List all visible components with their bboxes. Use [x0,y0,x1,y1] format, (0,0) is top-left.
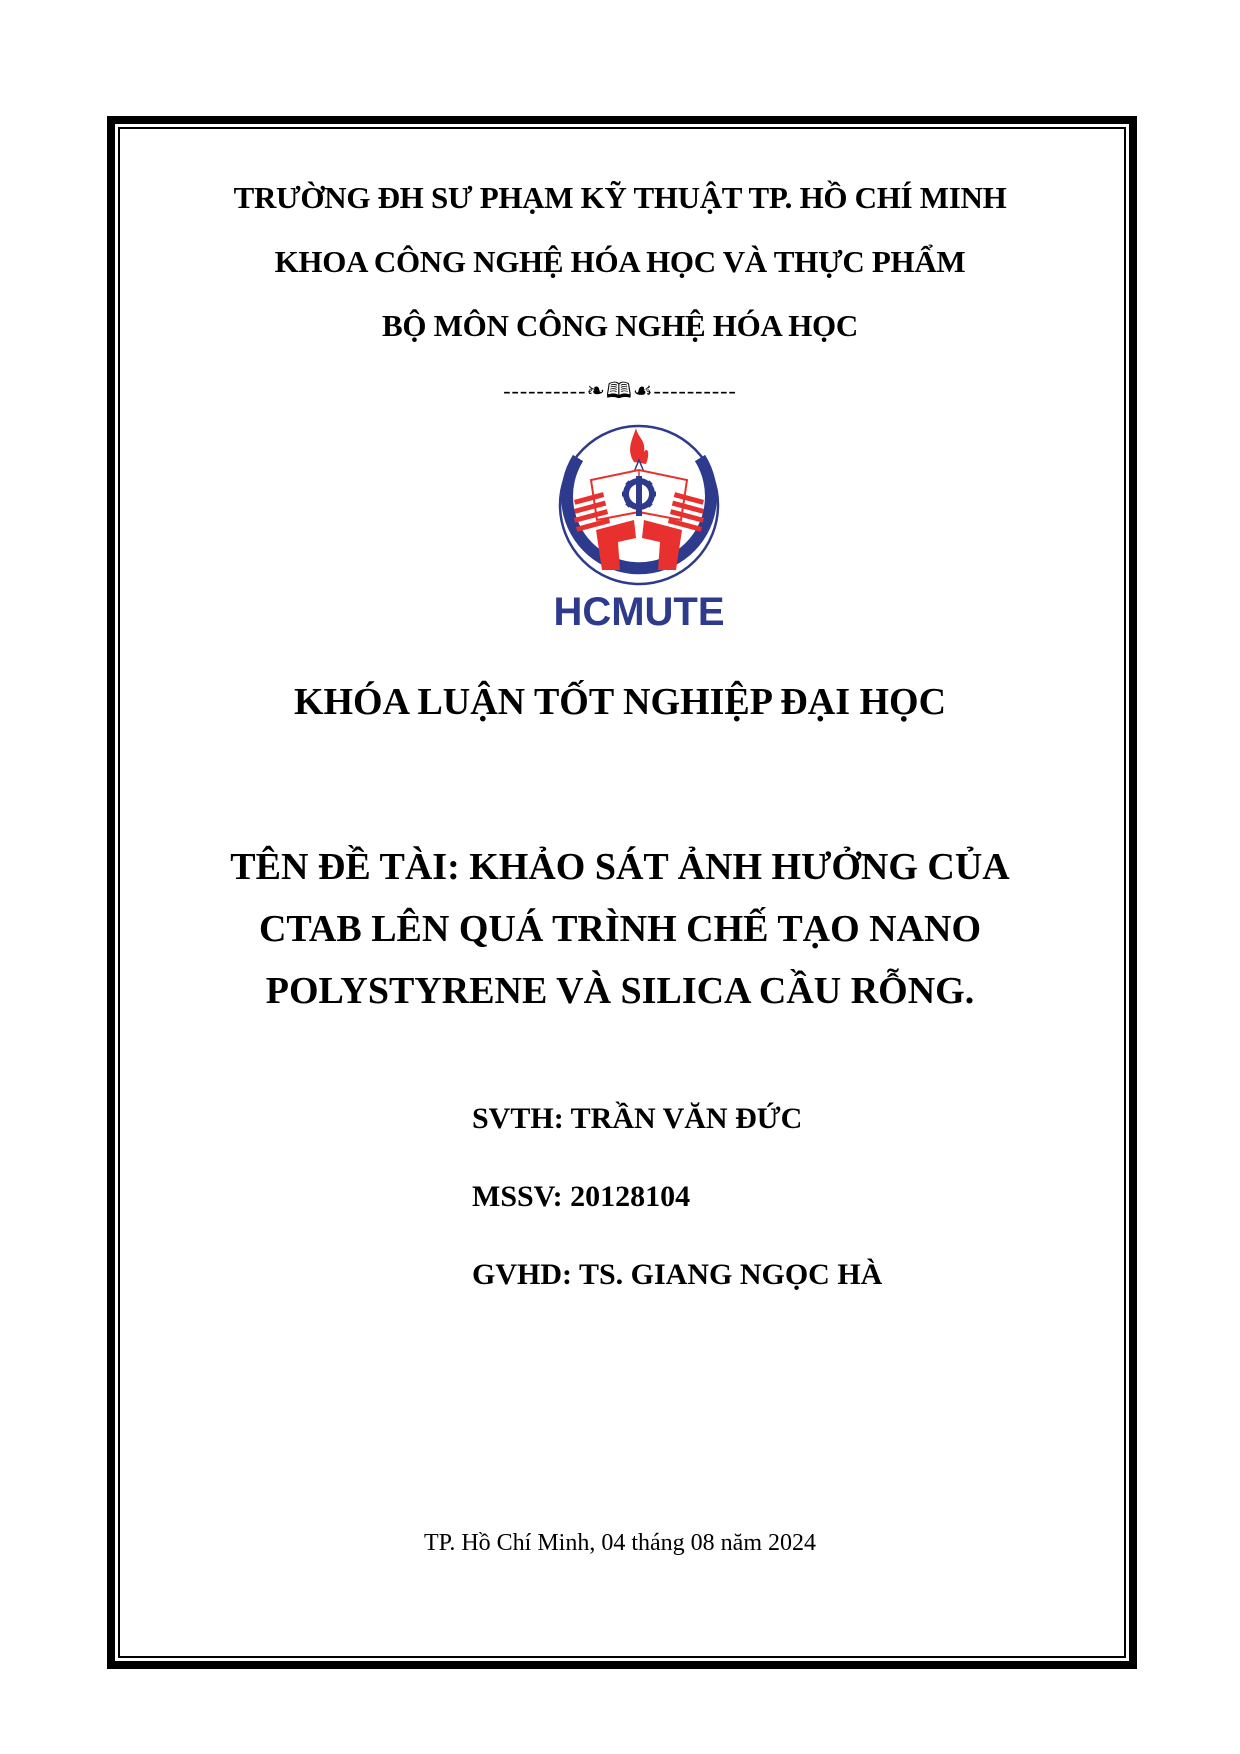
place-and-date: TP. Hồ Chí Minh, 04 tháng 08 năm 2024 [423,1530,816,1556]
book-ornament-icon: ----------❧🕮☙---------- [503,378,737,403]
thesis-type: KHÓA LUẬN TỐT NGHIỆP ĐẠI HỌC [293,681,947,723]
student-name: SVTH: TRẦN VĂN ĐỨC [472,1102,803,1135]
ornament-divider [0,374,1240,412]
thesis-title-line-3: POLYSTYRENE VÀ SILICA CẦU RỖNG. [265,970,975,1012]
department-name: BỘ MÔN CÔNG NGHỆ HÓA HỌC [382,308,858,343]
student-id: MSSV: 20128104 [472,1180,691,1213]
advisor-name: GVHD: TS. GIANG NGỌC HÀ [472,1258,883,1291]
university-logo [556,420,726,635]
thesis-title-line-2: CTAB LÊN QUÁ TRÌNH CHẾ TẠO NANO [258,908,982,950]
thesis-title-line-1: TÊN ĐỀ TÀI: KHẢO SÁT ẢNH HƯỞNG CỦA [230,846,1010,888]
university-name: TRƯỜNG ĐH SƯ PHẠM KỸ THUẬT TP. HỒ CHÍ MINH [233,180,1007,215]
hcmute-logo-icon [556,420,726,635]
svg-text:HCMUTE: HCMUTE [556,590,725,634]
faculty-name: KHOA CÔNG NGHỆ HÓA HỌC VÀ THỰC PHẨM [274,244,966,279]
